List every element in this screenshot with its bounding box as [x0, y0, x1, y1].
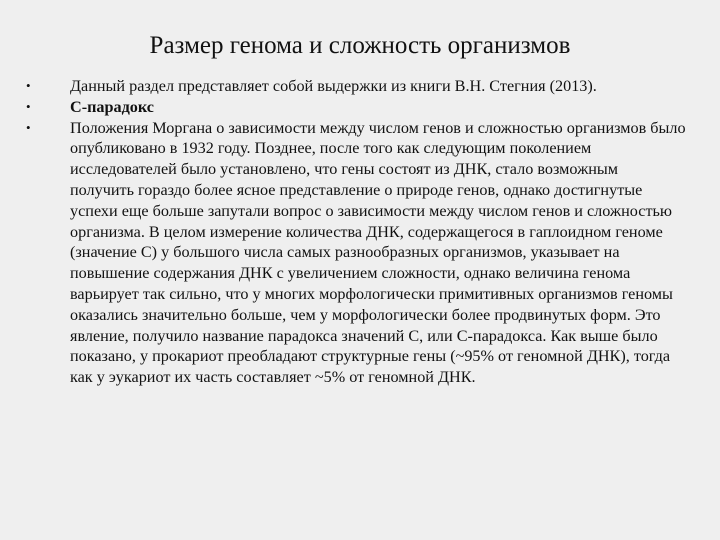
- bullet-list: [26, 76, 686, 388]
- bullet-text-source: Данный раздел представляет собой выдержки из книги В.Н. Стегния (2013).: [70, 77, 597, 95]
- bullet-marker: •: [26, 119, 31, 135]
- slide-title: Размер генома и сложность организмов: [149, 32, 571, 59]
- bullet-marker: •: [26, 78, 31, 93]
- bullet-item-paragraph: [26, 118, 686, 388]
- bullet-marker: •: [26, 98, 31, 114]
- bullet-item-source: [26, 76, 686, 97]
- bullet-text-paragraph: Положения Моргана о зависимости между числом генов и сложностью организмов было опубликовано в 1932 году. Позднее, после того как следующим поколением исследователей было установлено, что гены состоят из ДНК, стало возможным получить гораздо более ясное представление о природе генов, однако достигнутые успехи еще больше запутали вопрос о зависимости между числом генов и сложностью организма. В целом измерение количества ДНК, содержащегося в гаплоидном геноме (значение С) у большого числа самых разнообразных организмов, указывает на повышение содержания ДНК с увеличением сложности, однако величина генома варьирует так сильно, что у многих морфологически примитивных организмов геномы оказались значительно больше, чем у морфологически более продвинутых форм. Это явление, получило название парадокса значений С, или С-парадокса. Как выше было показано, у прокариот преобладают структурные гены (~95% от геномной ДНК), тогда как у эукариот их часть составляет ~5% от геномной ДНК.: [70, 118, 686, 387]
- bullet-item-c-paradox: [26, 97, 686, 118]
- bullet-text-c-paradox: С-парадокс: [70, 97, 154, 116]
